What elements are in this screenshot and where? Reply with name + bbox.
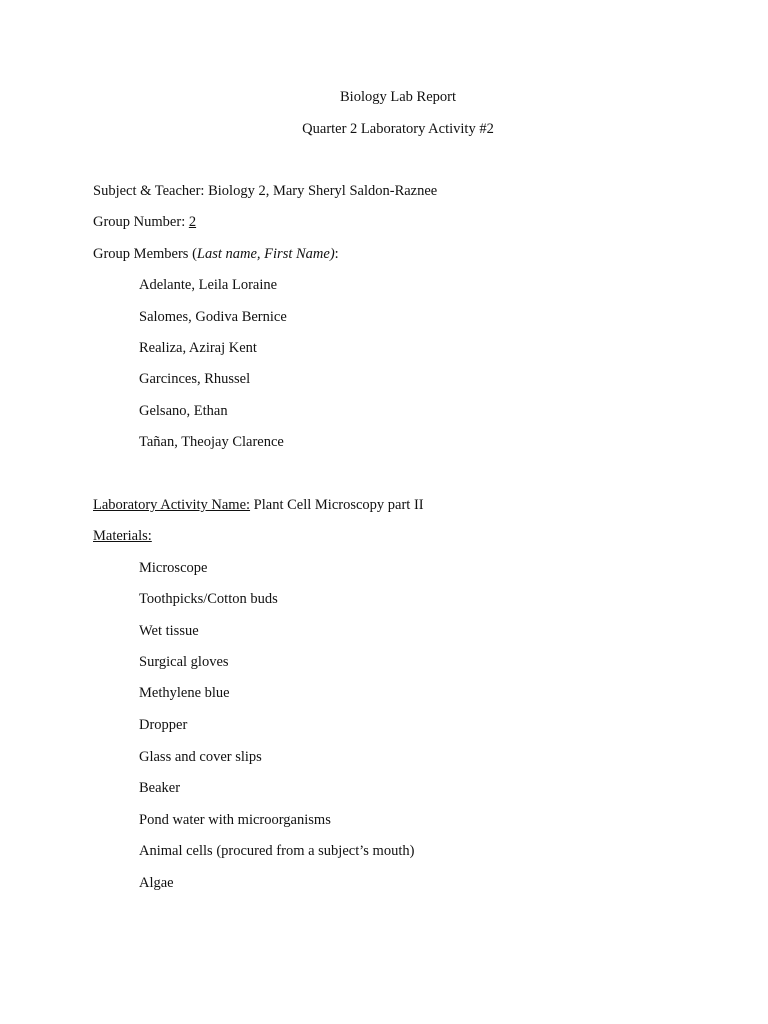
list-item: Salomes, Godiva Bernice xyxy=(139,309,287,325)
list-item: Pond water with microorganisms xyxy=(139,812,331,828)
list-item: Glass and cover slips xyxy=(139,749,262,765)
list-item: Beaker xyxy=(139,780,181,796)
list-item: Toothpicks/Cotton buds xyxy=(139,591,278,607)
group-members-label-suffix: : xyxy=(334,246,339,262)
list-item: Gelsano, Ethan xyxy=(139,403,228,419)
list-item: Realiza, Aziraj Kent xyxy=(139,340,257,356)
report-subtitle-text: Quarter 2 Laboratory Activity #2 xyxy=(302,121,494,137)
report-subtitle xyxy=(0,120,768,138)
list-item: Dropper xyxy=(139,717,188,733)
report-title-text: Biology Lab Report xyxy=(340,89,456,105)
subject-teacher-value: Biology 2, Mary Sheryl Saldon-Raznee xyxy=(208,183,438,199)
group-members-label-prefix: Group Members ( xyxy=(93,246,197,262)
activity-name-value: Plant Cell Microscopy part II xyxy=(250,497,424,513)
group-number-label: Group Number: xyxy=(93,214,189,230)
list-item: Animal cells (procured from a subject’s mouth) xyxy=(139,843,415,859)
report-title xyxy=(0,88,768,106)
list-item: Algae xyxy=(139,875,174,891)
activity-name-label: Laboratory Activity Name: xyxy=(93,497,251,513)
list-item: Adelante, Leila Loraine xyxy=(139,277,278,293)
materials-label: Materials: xyxy=(93,528,152,544)
list-item: Garcinces, Rhussel xyxy=(139,371,251,387)
list-item: Wet tissue xyxy=(139,623,199,639)
group-members-label-italic: Last name, First Name) xyxy=(196,246,335,262)
list-item: Tañan, Theojay Clarence xyxy=(139,434,284,450)
group-number-value: 2 xyxy=(188,214,197,230)
list-item: Methylene blue xyxy=(139,685,230,701)
activity-name-line xyxy=(93,496,424,514)
list-item: Microscope xyxy=(139,560,208,576)
group-members-heading xyxy=(93,245,339,263)
materials-heading xyxy=(93,527,152,545)
group-number-line xyxy=(93,213,196,231)
subject-teacher-label: Subject & Teacher: xyxy=(93,183,209,199)
list-item: Surgical gloves xyxy=(139,654,229,670)
subject-teacher-line xyxy=(93,182,437,200)
